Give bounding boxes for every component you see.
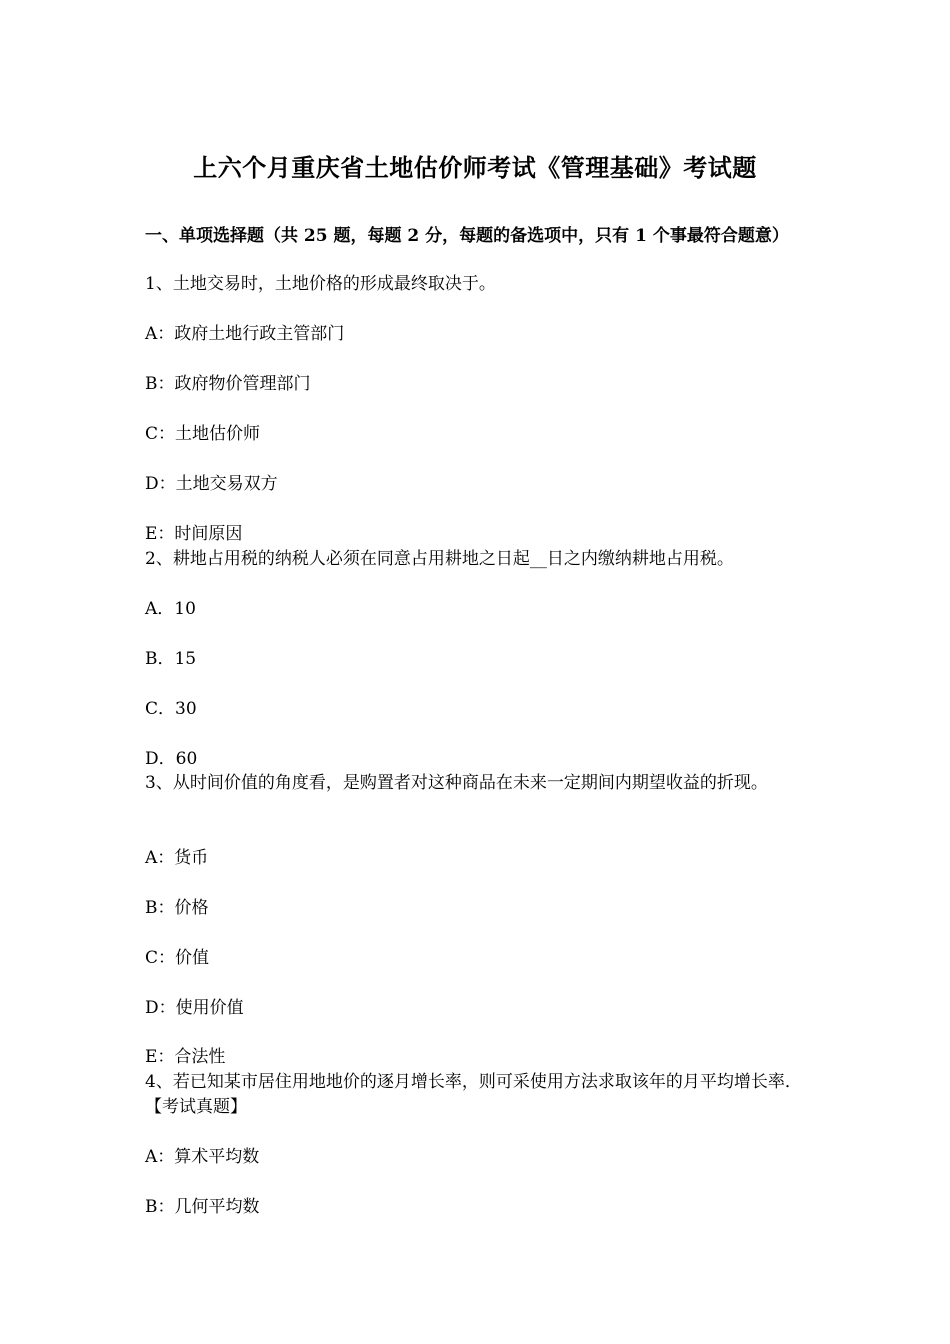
question-3-option-b: B：价格 xyxy=(145,898,209,918)
question-3-option-e: E：合法性 xyxy=(145,1047,226,1067)
question-1-option-b: B：政府物价管理部门 xyxy=(145,374,311,394)
question-4-option-b: B：几何平均数 xyxy=(145,1197,260,1217)
question-2-stem: 2、耕地占用税的纳税人必须在同意占用耕地之日起__日之内缴纳耕地占用税。 xyxy=(145,549,734,569)
question-1-option-d: D：土地交易双方 xyxy=(145,474,278,494)
question-3-option-c: C：价值 xyxy=(145,948,210,968)
question-3-option-a: A：货币 xyxy=(145,848,209,868)
question-2-option-a: A．10 xyxy=(145,599,196,619)
section-heading: 一、单项选择题（共 25 题，每题 2 分，每题的备选项中，只有 1 个事最符合题意） xyxy=(145,226,789,246)
question-1-option-c: C：土地估价师 xyxy=(145,424,261,444)
question-4-option-a: A：算术平均数 xyxy=(145,1147,260,1167)
question-1-option-a: A：政府土地行政主管部门 xyxy=(145,324,345,344)
question-3-option-d: D：使用价值 xyxy=(145,998,244,1018)
document-title: 上六个月重庆省土地估价师考试《管理基础》考试题 xyxy=(193,153,757,182)
question-1-option-e: E：时间原因 xyxy=(145,524,243,544)
question-3-stem: 3、从时间价值的角度看，是购置者对这种商品在未来一定期间内期望收益的折现。 xyxy=(145,773,768,793)
question-1-stem: 1、土地交易时，土地价格的形成最终取决于。 xyxy=(145,274,496,294)
question-2-option-c: C．30 xyxy=(145,699,197,719)
question-2-option-b: B．15 xyxy=(145,649,197,669)
question-2-option-d: D．60 xyxy=(145,749,198,769)
question-4-stem: 4、若已知某市居住用地地价的逐月增长率，则可采使用方法求取该年的月平均增长率．【考试真题】 xyxy=(145,1072,802,1117)
